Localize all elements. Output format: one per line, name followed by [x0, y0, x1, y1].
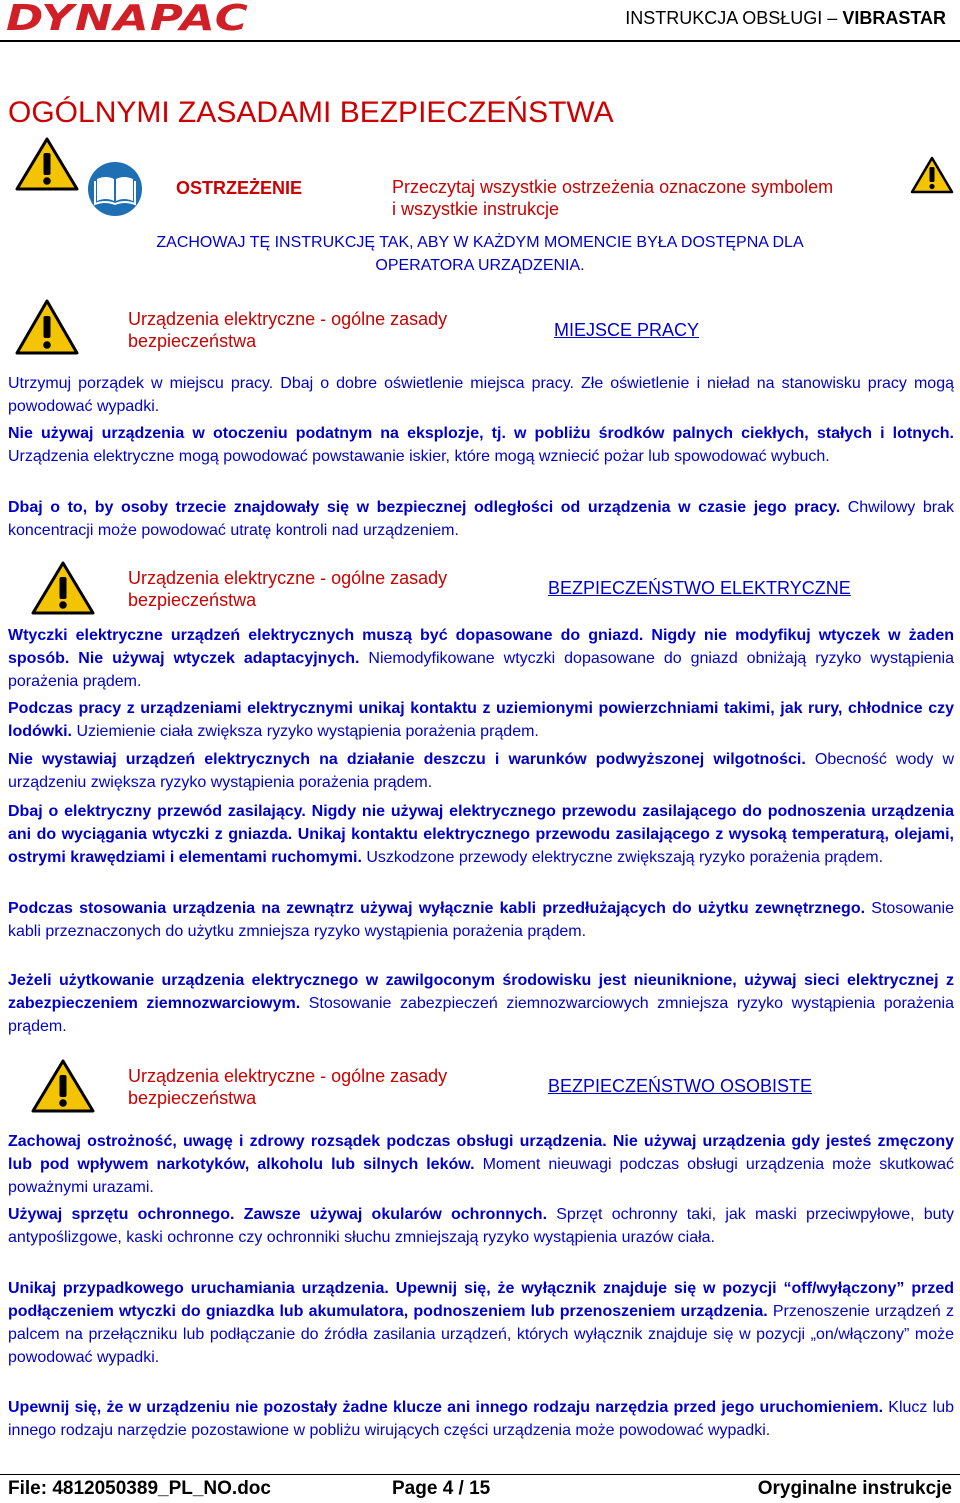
dynapac-logo: DYNAPAC [6, 0, 250, 39]
document-title: INSTRUKCJA OBSŁUGI – VIBRASTAR [625, 8, 946, 28]
page-header [0, 0, 960, 40]
paragraph: Dbaj o to, by osoby trzecie znajdowały się w bezpiecznej odległości od urządzenia w czasie jego pracy. Chwilowy brak koncentracji może powodować utratę kontroli nad urządzeniem. [8, 499, 954, 539]
paragraph: Unikaj przypadkowego uruchamiania urządzenia. Upewnij się, że wyłącznik znajduje się w pozycji “off/wyłączony” przed podłączeniem wtyczki do gniazdka lub akumulatora, podnoszeniem lub przenoszeniem urządzenia. Przenoszenie urządzeń z palcem na przełączniku lub podłączanie do źródła zasilania urządzeń, których wyłącznik znajduje się w pozycji „on/włączony” może powodować wypadki. [8, 1280, 955, 1366]
warning-triangle-icon [910, 156, 954, 194]
paragraph: Podczas pracy z urządzeniami elektrycznymi unikaj kontaktu z uziemionymi powierzchniami takimi, jak rury, chłodnice czy lodówki. Uziemienie ciała zwiększa ryzyko wystąpienia porażenia prądem. [8, 700, 954, 740]
warning-text-line1: Przeczytaj wszystkie ostrzeżenia oznaczone symbolem [392, 177, 834, 197]
keep-manual-line1: ZACHOWAJ TĘ INSTRUKCJĘ TAK, ABY W KAŻDYM MOMENCIE BYŁA DOSTĘPNA DLA [156, 234, 804, 251]
header-divider [0, 40, 960, 42]
section-subtitle: Urządzenia elektryczne - ogólne zasady [128, 309, 448, 329]
section-label-electrical: BEZPIECZEŃSTWO ELEKTRYCZNE [548, 578, 851, 598]
footer-note: Oryginalne instrukcje [757, 1478, 952, 1499]
warning-triangle-icon [14, 298, 80, 356]
section-subtitle: bezpieczeństwa [128, 1088, 257, 1108]
section-subtitle: Urządzenia elektryczne - ogólne zasady [128, 568, 448, 588]
paragraph: Zachowaj ostrożność, uwagę i zdrowy rozsądek podczas obsługi urządzenia. Nie używaj urządzenia gdy jesteś zmęczony lub pod wpływem narkotyków, alkoholu lub silnych leków. Moment nieuwagi podczas obsługi urządzenia może skutkować poważnymi urazami. [8, 1133, 954, 1196]
warning-triangle-icon [14, 136, 80, 192]
section-subtitle: Urządzenia elektryczne - ogólne zasady [128, 1066, 448, 1086]
paragraph: Nie wystawiaj urządzeń elektrycznych na działanie deszczu i warunków podwyższonej wilgotności. Obecność wody w urządzeniu zwiększa ryzyko wystąpienia porażenia prądem. [8, 751, 955, 791]
paragraph: Używaj sprzętu ochronnego. Zawsze używaj okularów ochronnych. Sprzęt ochronny taki, jak maski przeciwpyłowe, buty antypoślizgowe, kaski ochronne czy ochronniki słuchu zmniejszają ryzyko wystąpienia urazów ciała. [8, 1206, 955, 1246]
paragraph: Upewnij się, że w urządzeniu nie pozostały żadne klucze ani innego rodzaju narzędzia przed jego uruchomieniem. Klucz lub innego rodzaju narzędzie pozostawione w pobliżu wirujących części urządzenia może powodować wypadki. [8, 1399, 954, 1439]
section-label-personal: BEZPIECZEŃSTWO OSOBISTE [548, 1076, 813, 1096]
paragraph: Nie używaj urządzenia w otoczeniu podatnym na eksplozje, tj. w pobliżu środków palnych ciekłych, stałych i lotnych. Urządzenia elektryczne mogą powodować powstawanie iskier, które mogą wzniecić pożar lub spowodować wybuch. [8, 425, 954, 465]
paragraph: Dbaj o elektryczny przewód zasilający. Nigdy nie używaj elektrycznego przewodu zasilającego do podnoszenia urządzenia ani do wyciągania wtyczki z gniazda. Unikaj kontaktu elektrycznego przewodu zasilającego z wysoką temperaturą, olejami, ostrymi krawędziami i elementami ruchomymi. Uszkodzone przewody elektryczne zwiększają ryzyko porażenia prądem. [8, 803, 954, 866]
warning-text-line2: i wszystkie instrukcje [392, 199, 560, 219]
page-title: OGÓLNYMI ZASADAMI BEZPIECZEŃSTWA [8, 96, 614, 129]
footer-file: File: 4812050389_PL_NO.doc [8, 1478, 271, 1499]
paragraph: Podczas stosowania urządzenia na zewnątrz używaj wyłącznie kabli przedłużających do użytku zewnętrznego. Stosowanie kabli przeznaczonych do użytku zmniejsza ryzyko wystąpienia porażenia prądem. [8, 900, 954, 940]
section-label-workplace: MIEJSCE PRACY [554, 320, 700, 340]
section-subtitle: bezpieczeństwa [128, 331, 257, 351]
paragraph: Utrzymuj porządek w miejscu pracy. Dbaj o dobre oświetlenie miejsca pracy. Złe oświetlenie i nieład na stanowisku pracy mogą powodować wypadki. [8, 375, 954, 415]
section-subtitle: bezpieczeństwa [128, 590, 257, 610]
footer-page: Page 4 / 15 [392, 1478, 491, 1499]
keep-manual-line2: OPERATORA URZĄDZENIA. [375, 257, 585, 274]
footer-divider [0, 1474, 960, 1475]
read-manual-icon [86, 160, 144, 218]
warning-triangle-icon [30, 560, 96, 616]
warning-triangle-icon [30, 1058, 96, 1114]
paragraph: Jeżeli użytkowanie urządzenia elektrycznego w zawilgoconym środowisku jest nieuniknione, używaj sieci elektrycznej z zabezpieczeniem ziemnozwarciowym. Stosowanie zabezpieczeń ziemnozwarciowych zmniejsza ryzyko wystąpienia porażenia prądem. [8, 972, 954, 1035]
warning-label: OSTRZEŻENIE [176, 178, 303, 198]
paragraph: Wtyczki elektryczne urządzeń elektrycznych muszą być dopasowane do gniazd. Nigdy nie modyfikuj wtyczek w żaden sposób. Nie używaj wtyczek adaptacyjnych. Niemodyfikowane wtyczki dopasowane do gniazd obniżają ryzyko wystąpienia porażenia prądem. [8, 627, 955, 690]
